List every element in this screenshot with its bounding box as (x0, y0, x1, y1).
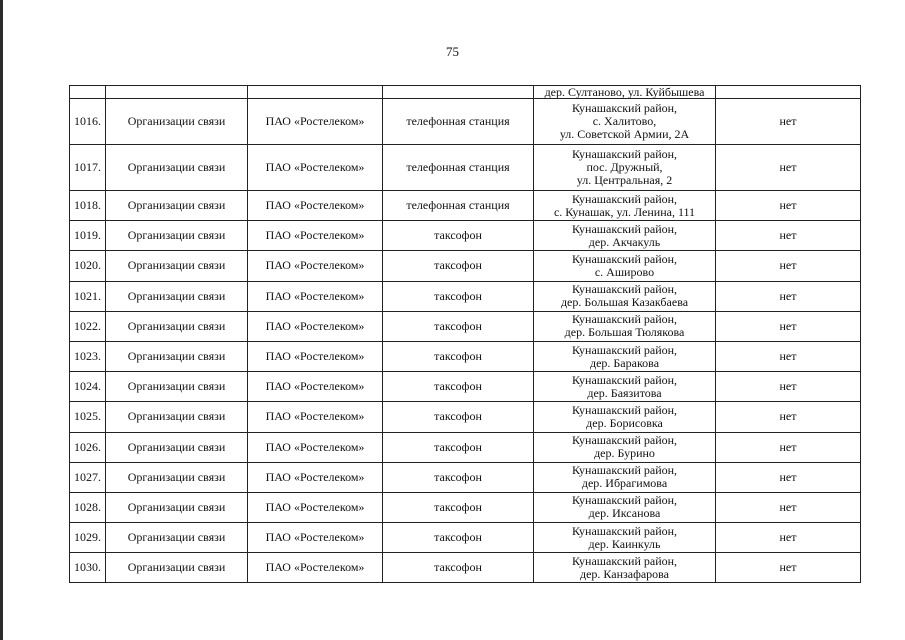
status-cell: нет (716, 523, 861, 553)
table-row (70, 251, 861, 281)
category-cell: Организации связи (106, 553, 248, 583)
address-line: Кунашакский район, (571, 493, 678, 508)
address-line: Кунашакский район, (571, 147, 678, 161)
category-cell: Организации связи (106, 281, 248, 311)
address-cell (534, 281, 716, 311)
table-row (70, 281, 861, 311)
address-line: Кунашакский район, (571, 402, 678, 417)
address-line: ул. Советской Армии, 2А (559, 127, 690, 141)
owner-cell: ПАО «Ростелеком» (248, 432, 383, 462)
category-cell: Организации связи (106, 372, 248, 402)
table-row (70, 432, 861, 462)
status-cell: нет (716, 553, 861, 583)
address-line: дер. Борисовка (586, 415, 663, 430)
num-cell: 1027. (70, 462, 106, 492)
table-row (70, 221, 861, 251)
category-cell: Организации связи (106, 311, 248, 341)
address-cell (534, 462, 716, 492)
address-line: дер. Канзафарова (579, 566, 670, 581)
address-line: Кунашакский район, (571, 191, 678, 206)
address-line: дер. Каинкуль (588, 536, 661, 551)
table-row (70, 372, 861, 402)
category-cell: Организации связи (106, 251, 248, 281)
num-cell: 1017. (70, 145, 106, 191)
continuation-row (70, 86, 861, 99)
object-cell: таксофон (383, 402, 534, 432)
address-line: Кунашакский район, (571, 463, 678, 478)
address-line: дер. Большая Казакбаева (560, 295, 689, 310)
object-cell: телефонная станция (383, 99, 534, 145)
address-line: Кунашакский район, (571, 433, 678, 448)
address-cell (534, 251, 716, 281)
num-cell: 1030. (70, 553, 106, 583)
address-cell (534, 402, 716, 432)
owner-cell: ПАО «Ростелеком» (248, 251, 383, 281)
object-cell: таксофон (383, 281, 534, 311)
num-cell: 1016. (70, 99, 106, 145)
table-row (70, 492, 861, 522)
address-cell (534, 553, 716, 583)
category-cell: Организации связи (106, 402, 248, 432)
category-cell: Организации связи (106, 145, 248, 191)
object-cell (383, 86, 534, 99)
owner-cell: ПАО «Ростелеком» (248, 221, 383, 251)
num-cell: 1021. (70, 281, 106, 311)
address-line: Кунашакский район, (571, 312, 678, 327)
object-cell: таксофон (383, 462, 534, 492)
category-cell: Организации связи (106, 432, 248, 462)
address-cell (534, 372, 716, 402)
status-cell: нет (716, 462, 861, 492)
address-cell (534, 145, 716, 191)
address-line: дер. Большая Тюлякова (564, 325, 685, 340)
page-number: 75 (446, 44, 459, 59)
object-cell: телефонная станция (383, 191, 534, 221)
address-line: Кунашакский район, (571, 251, 678, 266)
address-line: дер. Баракова (589, 355, 660, 370)
object-cell: телефонная станция (383, 145, 534, 191)
object-cell: таксофон (383, 251, 534, 281)
status-cell: нет (716, 145, 861, 191)
category-cell: Организации связи (106, 341, 248, 371)
status-cell: нет (716, 432, 861, 462)
address-line: ул. Центральная, 2 (576, 173, 673, 187)
object-cell: таксофон (383, 432, 534, 462)
registry-table-body (70, 86, 861, 583)
object-cell: таксофон (383, 553, 534, 583)
address-cell (534, 341, 716, 371)
object-cell: таксофон (383, 492, 534, 522)
address-line: дер. Иксанова (588, 506, 661, 521)
address-line: Кунашакский район, (571, 282, 678, 297)
owner-cell: ПАО «Ростелеком» (248, 341, 383, 371)
address-cell (534, 523, 716, 553)
address-line: дер. Баязитова (587, 385, 662, 400)
category-cell: Организации связи (106, 191, 248, 221)
address-line: Кунашакский район, (571, 101, 678, 115)
table-row (70, 462, 861, 492)
num-cell: 1023. (70, 341, 106, 371)
status-cell: нет (716, 281, 861, 311)
category-cell: Организации связи (106, 99, 248, 145)
address-cell (534, 432, 716, 462)
num-cell: 1022. (70, 311, 106, 341)
status-cell: нет (716, 251, 861, 281)
address-line: пос. Дружный, (586, 160, 663, 174)
address-cell (534, 191, 716, 221)
address-line: Кунашакский район, (571, 342, 678, 357)
num-cell: 1018. (70, 191, 106, 221)
status-cell: нет (716, 191, 861, 221)
object-cell: таксофон (383, 341, 534, 371)
status-cell: нет (716, 311, 861, 341)
address-cell (534, 311, 716, 341)
owner-cell (248, 86, 383, 99)
status-cell: нет (716, 341, 861, 371)
scan-left-edge (0, 0, 3, 640)
status-cell: нет (716, 402, 861, 432)
table-row (70, 311, 861, 341)
category-cell (106, 86, 248, 99)
owner-cell: ПАО «Ростелеком» (248, 281, 383, 311)
status-cell: нет (716, 372, 861, 402)
status-cell: нет (716, 221, 861, 251)
category-cell: Организации связи (106, 492, 248, 522)
address-line: с. Ашировo (594, 264, 655, 279)
owner-cell: ПАО «Ростелеком» (248, 492, 383, 522)
owner-cell: ПАО «Ростелеком» (248, 311, 383, 341)
owner-cell: ПАО «Ростелеком» (248, 191, 383, 221)
owner-cell: ПАО «Ростелеком» (248, 145, 383, 191)
table-row (70, 341, 861, 371)
table-row (70, 191, 861, 221)
owner-cell: ПАО «Ростелеком» (248, 523, 383, 553)
address-line: дер. Акчакуль (588, 234, 661, 249)
address-line: Кунашакский район, (571, 553, 678, 568)
table-row (70, 145, 861, 191)
continuation-address-cell: дер. Султаново, ул. Куйбышева (534, 86, 716, 99)
address-line: дер. Бурино (594, 446, 655, 461)
table-row (70, 553, 861, 583)
status-cell: нет (716, 492, 861, 522)
category-cell: Организации связи (106, 523, 248, 553)
address-line: Кунашакский район, (571, 221, 678, 236)
owner-cell: ПАО «Ростелеком» (248, 553, 383, 583)
num-cell: 1024. (70, 372, 106, 402)
owner-cell: ПАО «Ростелеком» (248, 402, 383, 432)
category-cell: Организации связи (106, 462, 248, 492)
address-line: с. Кунашак, ул. Ленина, 111 (553, 204, 696, 219)
num-cell: 1029. (70, 523, 106, 553)
num-cell: 1028. (70, 492, 106, 522)
address-line: дер. Ибрагимова (581, 476, 668, 491)
address-line: с. Халитово, (592, 114, 657, 128)
address-cell (534, 492, 716, 522)
object-cell: таксофон (383, 372, 534, 402)
category-cell: Организации связи (106, 221, 248, 251)
owner-cell: ПАО «Ростелеком» (248, 99, 383, 145)
num-cell: 1020. (70, 251, 106, 281)
table-row (70, 99, 861, 145)
address-cell (534, 221, 716, 251)
num-cell: 1025. (70, 402, 106, 432)
object-cell: таксофон (383, 311, 534, 341)
table-row (70, 523, 861, 553)
object-cell: таксофон (383, 523, 534, 553)
status-cell: нет (716, 99, 861, 145)
registry-table (69, 85, 861, 583)
object-cell: таксофон (383, 221, 534, 251)
owner-cell: ПАО «Ростелеком» (248, 372, 383, 402)
num-cell: 1026. (70, 432, 106, 462)
address-line: Кунашакский район, (571, 372, 678, 387)
address-cell (534, 99, 716, 145)
num-cell (70, 86, 106, 99)
status-cell (716, 86, 861, 99)
table-row (70, 402, 861, 432)
owner-cell: ПАО «Ростелеком» (248, 462, 383, 492)
address-line: Кунашакский район, (571, 523, 678, 538)
num-cell: 1019. (70, 221, 106, 251)
